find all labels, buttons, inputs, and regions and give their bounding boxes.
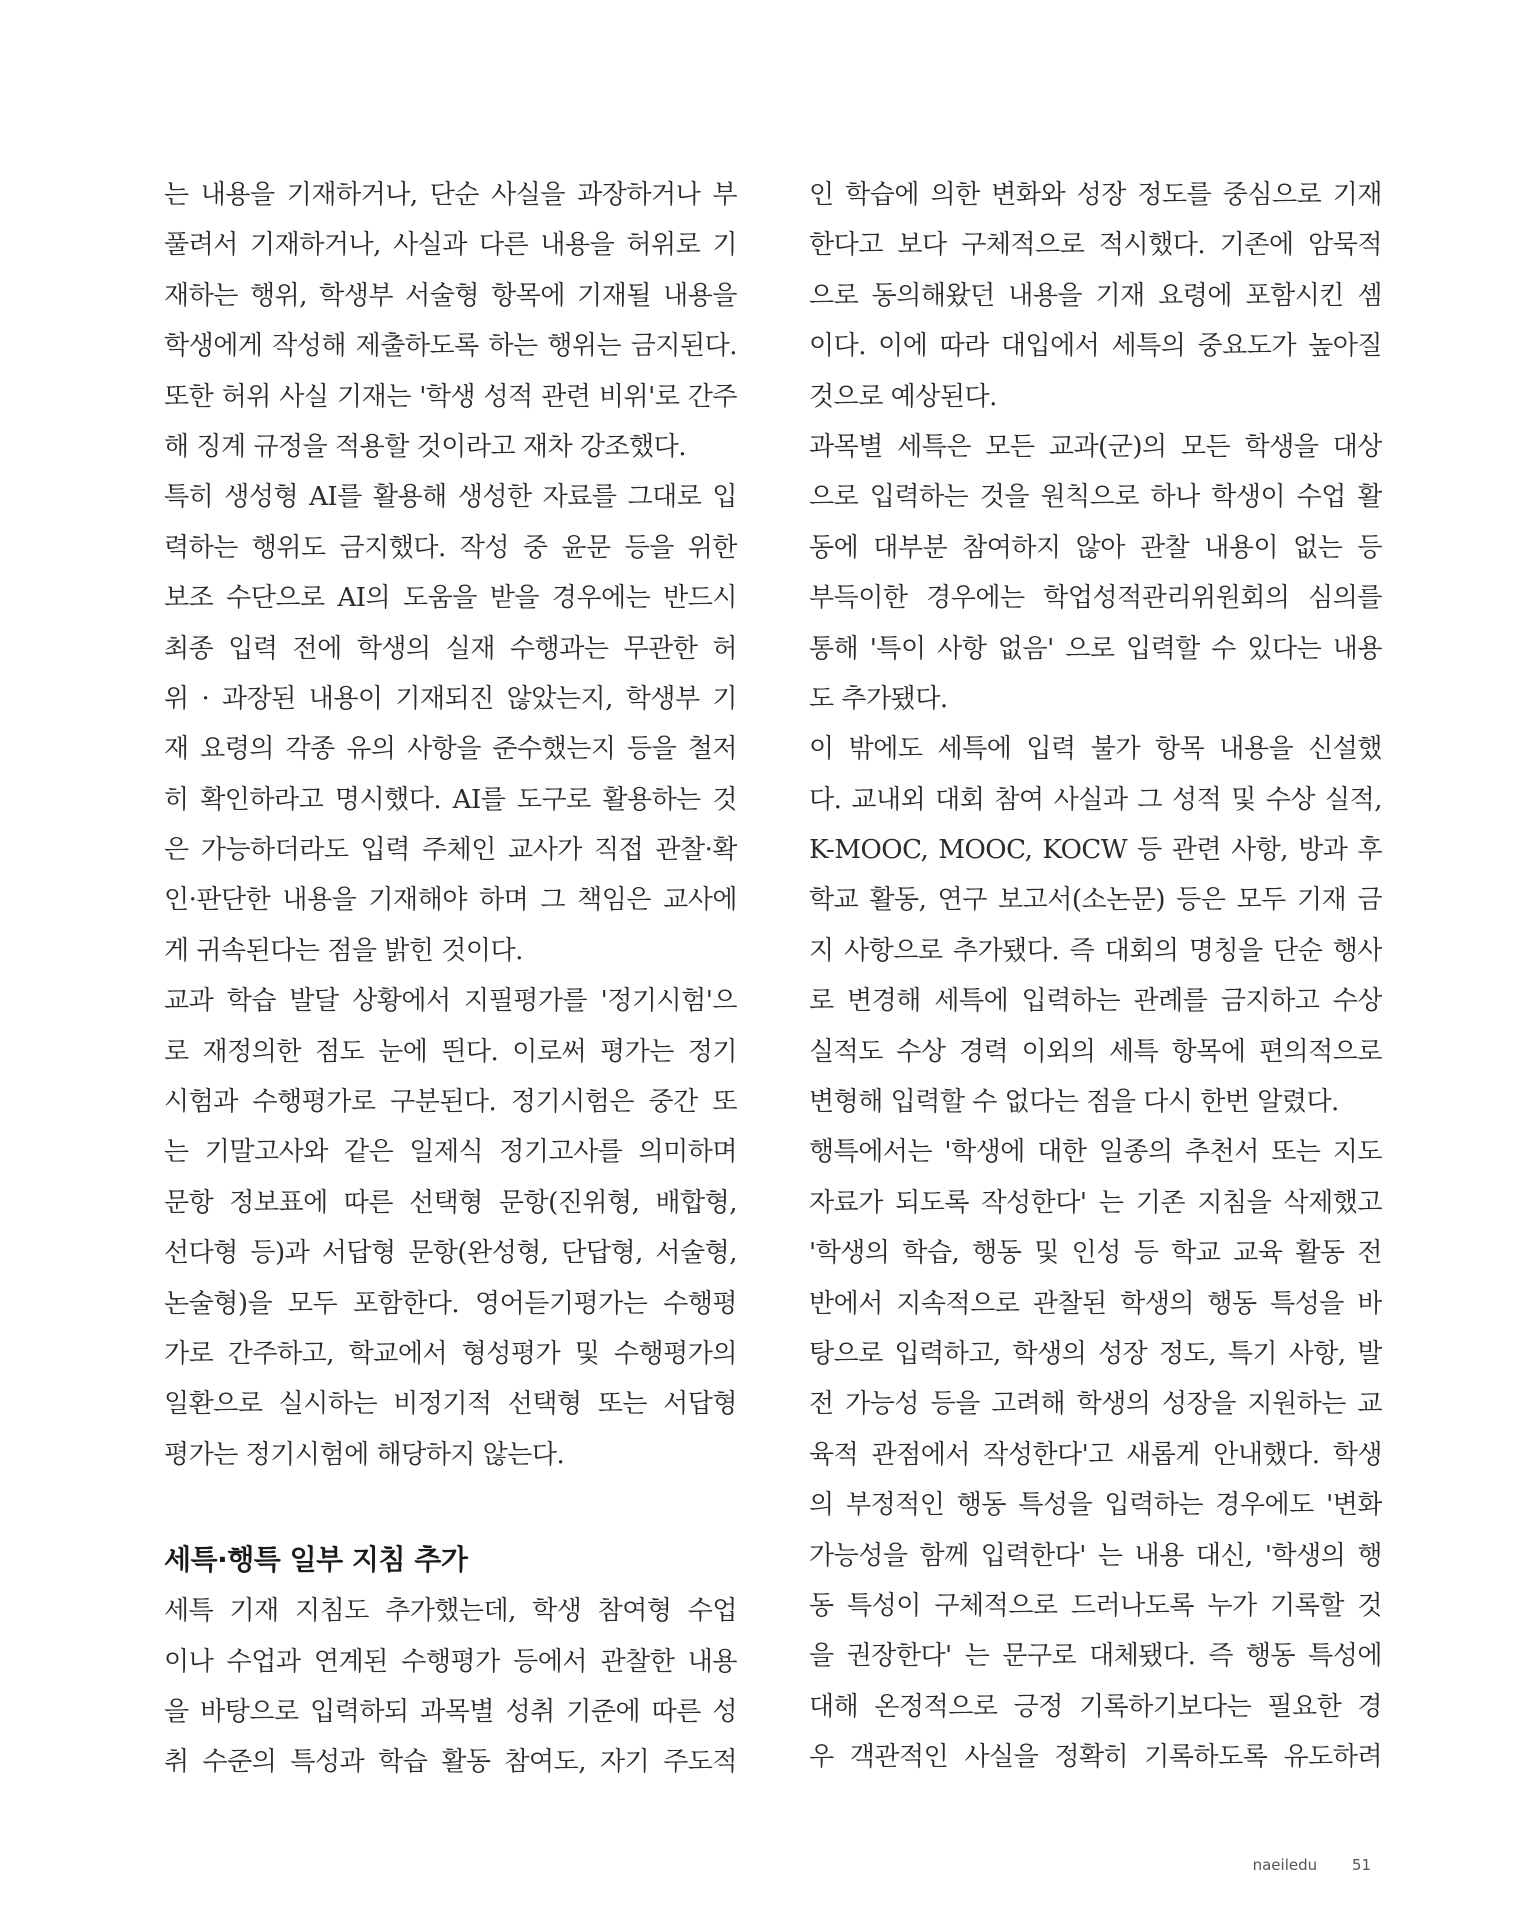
text-line: 으로 입력하는 것을 원칙으로 하나 학생이 수업 활 (809, 482, 1382, 513)
paragraph (164, 1586, 737, 1788)
text-line: 것으로 예상된다. (809, 381, 997, 412)
text-line: 는 내용을 기재하거나, 단순 사실을 과장하거나 부 (164, 180, 737, 210)
text-line: 은 가능하더라도 입력 주체인 교사가 직접 관찰·확 (164, 835, 737, 866)
text-line: 탕으로 입력하고, 학생의 성장 정도, 특기 사항, 발 (809, 1338, 1382, 1369)
text-line: 도 추가됐다. (809, 683, 948, 714)
text-line: 로 변경해 세특에 입력하는 관례를 금지하고 수상 (809, 986, 1382, 1017)
text-line: 해 징계 규정을 적용할 것이라고 재차 강조했다. (164, 431, 687, 462)
text-line: 히 확인하라고 명시했다. AI를 도구로 활용하는 것 (164, 784, 737, 815)
text-line: 학교 활동, 연구 보고서(소논문) 등은 모두 기재 금 (809, 885, 1382, 916)
text-line: 동에 대부분 참여하지 않아 관찰 내용이 없는 등 (809, 532, 1382, 563)
text-line: 다. 교내외 대회 참여 사실과 그 성적 및 수상 실적, (809, 784, 1382, 815)
text-line: 대해 온정적으로 긍정 기록하기보다는 필요한 경 (809, 1691, 1382, 1722)
text-line: 동 특성이 구체적으로 드러나도록 누가 기록할 것 (809, 1590, 1382, 1621)
paragraph (164, 976, 737, 1480)
text-line: 으로 동의해왔던 내용을 기재 요령에 포함시킨 셈 (809, 280, 1382, 311)
text-line: 인·판단한 내용을 기재해야 하며 그 책임은 교사에 (164, 885, 737, 916)
text-line: 재하는 행위, 학생부 서술형 항목에 기재될 내용을 (164, 280, 737, 311)
text-line: 로 재정의한 점도 눈에 띈다. 이로써 평가는 정기 (164, 1036, 737, 1067)
text-line: 자료가 되도록 작성한다' 는 기존 지침을 삭제했고 (809, 1187, 1382, 1218)
text-line: 의 부정적인 행동 특성을 입력하는 경우에도 '변화 (809, 1490, 1382, 1521)
text-line: K-MOOC, MOOC, KOCW 등 관련 사항, 방과 후 (809, 835, 1382, 866)
paragraph (164, 472, 737, 976)
publication-name: naeiledu (1252, 1856, 1318, 1874)
text-line: 학생에게 작성해 제출하도록 하는 행위는 금지된다. (164, 331, 737, 362)
text-line: 행특에서는 '학생에 대한 일종의 추천서 또는 지도 (809, 1137, 1382, 1168)
text-line: 을 바탕으로 입력하되 과목별 성취 기준에 따른 성 (164, 1696, 737, 1727)
left-column (164, 170, 737, 1788)
paragraph (809, 1127, 1382, 1782)
paragraph (164, 170, 737, 472)
text-line: 는 기말고사와 같은 일제식 정기고사를 의미하며 (164, 1137, 737, 1168)
text-line: 우 객관적인 사실을 정확히 기록하도록 유도하려 (809, 1742, 1382, 1773)
text-line: 보조 수단으로 AI의 도움을 받을 경우에는 반드시 (164, 583, 737, 614)
text-line: 최종 입력 전에 학생의 실재 수행과는 무관한 허 (164, 633, 737, 664)
text-line: 통해 '특이 사항 없음' 으로 입력할 수 있다는 내용 (809, 633, 1382, 664)
text-line: 특히 생성형 AI를 활용해 생성한 자료를 그대로 입 (164, 482, 737, 513)
text-line: 세특 기재 지침도 추가했는데, 학생 참여형 수업 (164, 1596, 737, 1627)
text-line: 육적 관점에서 작성한다'고 새롭게 안내했다. 학생 (809, 1439, 1382, 1470)
text-line: 위 · 과장된 내용이 기재되진 않았는지, 학생부 기 (164, 683, 737, 714)
text-line: 전 가능성 등을 고려해 학생의 성장을 지원하는 교 (809, 1389, 1382, 1420)
text-line: 선다형 등)과 서답형 문항(완성형, 단답형, 서술형, (164, 1238, 737, 1269)
text-line: 가로 간주하고, 학교에서 형성평가 및 수행평가의 (164, 1338, 737, 1369)
text-line: 지 사항으로 추가됐다. 즉 대회의 명칭을 단순 행사 (809, 935, 1382, 966)
page-footer (1253, 1856, 1371, 1874)
text-line: 이 밖에도 세특에 입력 불가 항목 내용을 신설했 (809, 734, 1382, 765)
text-line: 인 학습에 의한 변화와 성장 정도를 중심으로 기재 (809, 180, 1382, 210)
text-line: 이다. 이에 따라 대입에서 세특의 중요도가 높아질 (809, 331, 1382, 362)
text-line: 력하는 행위도 금지했다. 작성 중 윤문 등을 위한 (164, 532, 737, 563)
text-line: 을 권장한다' 는 문구로 대체됐다. 즉 행동 특성에 (809, 1641, 1382, 1672)
text-line: 과목별 세특은 모든 교과(군)의 모든 학생을 대상 (809, 431, 1382, 462)
text-line: 취 수준의 특성과 학습 활동 참여도, 자기 주도적 (164, 1747, 737, 1778)
text-line: 교과 학습 발달 상황에서 지필평가를 '정기시험'으 (164, 986, 737, 1017)
page-number: 51 (1351, 1856, 1371, 1874)
text-line: 실적도 수상 경력 이외의 세특 항목에 편의적으로 (809, 1036, 1382, 1067)
text-line: 풀려서 기재하거나, 사실과 다른 내용을 허위로 기 (164, 230, 737, 261)
text-line: '학생의 학습, 행동 및 인성 등 학교 교육 활동 전 (809, 1238, 1382, 1269)
text-line: 변형해 입력할 수 없다는 점을 다시 한번 알렸다. (809, 1087, 1339, 1118)
text-line: 논술형)을 모두 포함한다. 영어듣기평가는 수행평 (164, 1288, 737, 1319)
text-line: 가능성을 함께 입력한다' 는 내용 대신, '학생의 행 (809, 1540, 1382, 1571)
text-line: 문항 정보표에 따른 선택형 문항(진위형, 배합형, (164, 1187, 737, 1218)
paragraph (809, 724, 1382, 1127)
section-heading: 세특·행특 일부 지침 추가 (164, 1543, 468, 1577)
text-line: 반에서 지속적으로 관찰된 학생의 행동 특성을 바 (809, 1288, 1382, 1319)
text-line: 게 귀속된다는 점을 밝힌 것이다. (164, 935, 523, 966)
text-line: 평가는 정기시험에 해당하지 않는다. (164, 1439, 565, 1470)
text-line: 재 요령의 각종 유의 사항을 준수했는지 등을 철저 (164, 734, 737, 765)
text-line: 한다고 보다 구체적으로 적시했다. 기존에 암묵적 (809, 230, 1382, 261)
right-column (809, 170, 1382, 1783)
paragraph (809, 422, 1382, 724)
section-spacer (164, 1480, 737, 1534)
text-line: 이나 수업과 연계된 수행평가 등에서 관찰한 내용 (164, 1646, 737, 1677)
text-line: 시험과 수행평가로 구분된다. 정기시험은 중간 또 (164, 1087, 737, 1118)
text-line: 부득이한 경우에는 학업성적관리위원회의 심의를 (809, 583, 1382, 614)
paragraph (809, 170, 1382, 422)
text-line: 또한 허위 사실 기재는 '학생 성적 관련 비위'로 간주 (164, 381, 737, 412)
text-line: 일환으로 실시하는 비정기적 선택형 또는 서답형 (164, 1389, 737, 1420)
